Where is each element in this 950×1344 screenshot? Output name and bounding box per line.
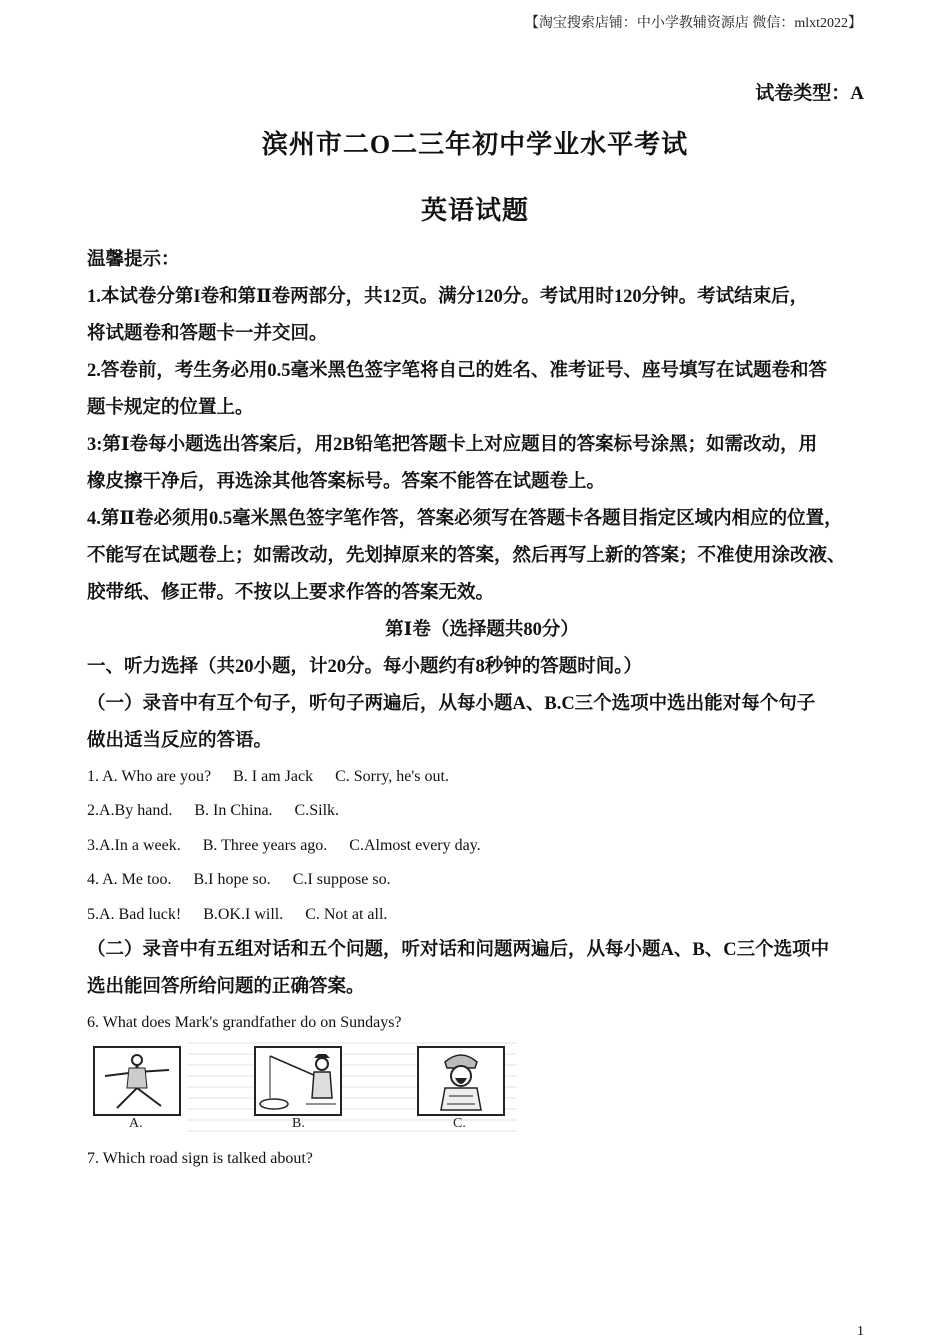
- sub1-instruction: （一）录音中有互个句子，听句子两遍后，从每小题A、B.C三个选项中选出能对每个句子: [87, 694, 816, 714]
- option-b: B. I am Jack: [233, 768, 314, 785]
- question-4: [87, 863, 877, 897]
- header-note: 【淘宝搜索店铺：中小学教辅资源店 微信：mlxt2022】: [524, 16, 862, 31]
- option-c: C. Sorry, he's out.: [335, 768, 449, 785]
- question-3: [87, 829, 877, 863]
- tip-line: 将试题卷和答题卡一并交回。: [87, 324, 328, 344]
- tips-heading: 温馨提示：: [87, 250, 180, 270]
- tip-line: 胶带纸、修正带。不按以上要求作答的答案无效。: [87, 583, 495, 603]
- sub2-instruction: （二）录音中有五组对话和五个问题，听对话和问题两遍后，从每小题A、B、C三个选项中: [87, 940, 830, 961]
- tip-line: 2.答卷前，考生务必用0.5毫米黑色签字笔将自己的姓名、准考证号、座号填写在试题卷和答: [87, 361, 828, 381]
- exam-content: [87, 242, 877, 1177]
- option-a: A. Me too.: [102, 871, 172, 889]
- question-number: 1.: [87, 768, 99, 785]
- option-a: A.By hand.: [99, 802, 173, 820]
- picture-label-b: B.: [292, 1116, 305, 1132]
- question-5: [87, 898, 877, 932]
- question-number: 3.: [87, 836, 99, 854]
- option-c: C.I suppose so.: [292, 871, 391, 889]
- tip-line: 题卡规定的位置上。: [87, 398, 254, 418]
- option-b: B. Three years ago.: [202, 836, 328, 854]
- option-c: C.Silk.: [294, 802, 340, 820]
- tip-line: 橡皮擦干净后，再选涂其他答案标号。答案不能答在试题卷上。: [87, 472, 606, 492]
- question-6: 6. What does Mark's grandfather do on Sundays?: [87, 1014, 402, 1032]
- picture-label-c: C.: [453, 1116, 466, 1132]
- tip-line: 不能写在试题卷上；如需改动，先划掉原来的答案，然后再写上新的答案；不准使用涂改液、: [87, 546, 846, 566]
- question-2: [87, 794, 877, 828]
- exam-subtitle: 英语试题: [420, 196, 529, 225]
- option-a: A. Bad luck!: [99, 905, 182, 923]
- page-number: 1: [857, 1324, 864, 1339]
- part1-heading: 第Ⅰ卷（选择题共80分）: [385, 620, 579, 640]
- tip-line: 1.本试卷分第I卷和第Ⅱ卷两部分，共12页。满分120分。考试用时120分钟。考试结束后，: [87, 287, 809, 307]
- tip-line: 3:第Ⅰ卷每小题选出答案后，用2B铅笔把答题卡上对应题目的答案标号涂黑；如需改动，用: [87, 435, 818, 455]
- tai-chi-picture: [93, 1046, 181, 1116]
- peking-opera-picture: [417, 1046, 505, 1116]
- question-6-pictures: [87, 1042, 517, 1140]
- question-number: 4.: [87, 871, 99, 889]
- exam-title: 滨州市二O二三年初中学业水平考试: [261, 130, 689, 159]
- tip-line: 4.第Ⅱ卷必须用0.5毫米黑色签字笔作答，答案必须写在答题卡各题目指定区域内相应的位置，: [87, 509, 843, 529]
- option-a: A.In a week.: [99, 836, 181, 854]
- paper-type: 试卷类型：A: [755, 83, 864, 104]
- question-7: 7. Which road sign is talked about?: [87, 1150, 313, 1168]
- picture-label-a: A.: [129, 1116, 143, 1132]
- sub1-instruction: 做出适当反应的答语。: [87, 731, 273, 751]
- option-a: A. Who are you?: [102, 768, 212, 785]
- question-number: 5.: [87, 905, 99, 923]
- fishing-picture: [254, 1046, 342, 1116]
- section1-heading: 一、听力选择（共20小题，计20分。每小题约有8秒钟的答题时间。）: [87, 657, 643, 677]
- option-c: C.Almost every day.: [349, 836, 481, 854]
- question-number: 2.: [87, 802, 99, 820]
- option-b: B. In China.: [194, 802, 273, 820]
- option-c: C. Not at all.: [305, 905, 388, 923]
- option-b: B.I hope so.: [193, 871, 271, 889]
- option-b: B.OK.I will.: [203, 905, 284, 923]
- question-1: [87, 760, 877, 794]
- sub2-instruction: 选出能回答所给问题的正确答案。: [87, 977, 365, 998]
